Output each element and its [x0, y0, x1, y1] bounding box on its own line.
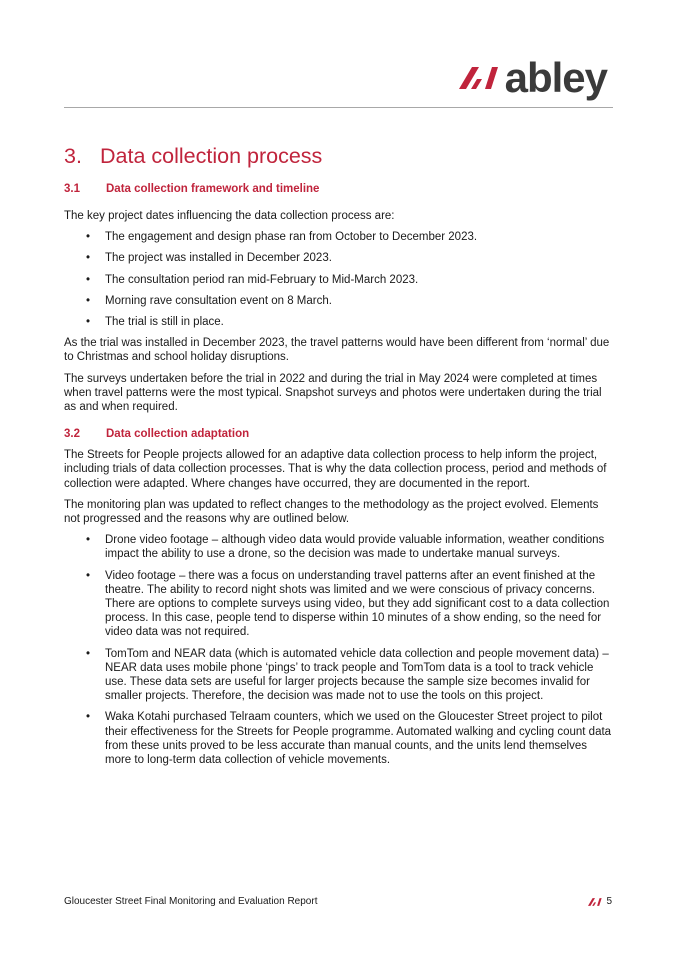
key-dates-list	[64, 230, 613, 329]
abley-logo	[459, 54, 607, 101]
list-item: • Waka Kotahi purchased Telraam counters, which we used on the Gloucester Street project to pilot their effectiveness for the Streets for People programme. Automated walking and cycling count data from these units proved to be less accurate than manual counts, and the units lend themselves more to long-term data collection of vehicle movements.	[86, 711, 612, 767]
subsection-title: Data collection framework and timeline	[106, 183, 320, 195]
abley-mark-icon	[459, 67, 499, 89]
list-item: • The engagement and design phase ran from October to December 2023.	[86, 231, 478, 244]
footer-report-title: Gloucester Street Final Monitoring and Evaluation Report	[64, 896, 318, 907]
list-item: • The trial is still in place.	[86, 316, 224, 329]
list-item: • The consultation period ran mid-February to Mid-March 2023.	[86, 273, 419, 286]
body-paragraph: The Streets for People projects allowed for an adaptive data collection process to help inform the project, including trials of data collection processes. That is why the data collection process, period and methods of collection were adapted. Where changes have occurred, they are documented in the report.	[64, 449, 607, 490]
list-item: • TomTom and NEAR data (which is automated vehicle data collection and people movement data) – NEAR data uses mobile phone ‘pings’ to track people and TomTom data is a tool to track vehicle use. These data sets are useful for larger projects because the sample size becomes invalid for smaller projects. Therefore, the decision was made not to use the tools on this project.	[86, 647, 609, 703]
subsection-number: 3.1	[64, 183, 80, 195]
list-item: • Video footage – there was a focus on understanding travel patterns after an event finished at the theatre. The ability to record night shots was limited and we were conscious of privacy concerns. There are options to complete surveys using video, but they add significant cost to a data collection process. In this case, people tend to disperse within 10 minutes of a show ending, so the need for video data was not required.	[86, 569, 610, 639]
body-paragraph: As the trial was installed in December 2023, the travel patterns would have been different from ‘normal’ due to Christmas and school holiday disruptions.	[64, 337, 610, 364]
brand-name: abley	[504, 54, 607, 101]
footer-page-marker	[588, 896, 612, 907]
intro-paragraph: The key project dates influencing the data collection process are:	[64, 210, 395, 222]
list-item: • The project was installed in December 2023.	[86, 252, 332, 265]
subsection-heading-3-2	[64, 427, 613, 441]
list-item: • Morning rave consultation event on 8 March.	[86, 294, 332, 307]
body-paragraph: The monitoring plan was updated to reflect changes to the methodology as the project evolved. Elements not progressed and the reasons why are outlined below.	[64, 498, 599, 526]
header-divider	[64, 107, 613, 108]
subsection-number: 3.2	[64, 428, 80, 441]
section-title: Data collection process	[100, 144, 323, 168]
abley-mark-small-icon	[588, 898, 602, 906]
list-item: • Drone video footage – although video data would provide valuable information, weather conditions impact the ability to use a drone, so the decision was made to undertake manual surveys.	[86, 534, 605, 561]
section-number: 3.	[64, 144, 82, 168]
subsection-title: Data collection adaptation	[106, 428, 250, 441]
page-content	[64, 143, 613, 767]
body-paragraph: The surveys undertaken before the trial in 2022 and during the trial in May 2024 were completed at times when travel patterns were the most typical. Snapshot surveys and photos were undertaken during the trial as and when required.	[64, 372, 602, 414]
section-heading	[64, 143, 613, 169]
not-progressed-list	[64, 533, 613, 767]
page-footer	[64, 896, 612, 907]
subsection-heading-3-1	[64, 182, 613, 196]
page-number: 5	[606, 896, 612, 907]
